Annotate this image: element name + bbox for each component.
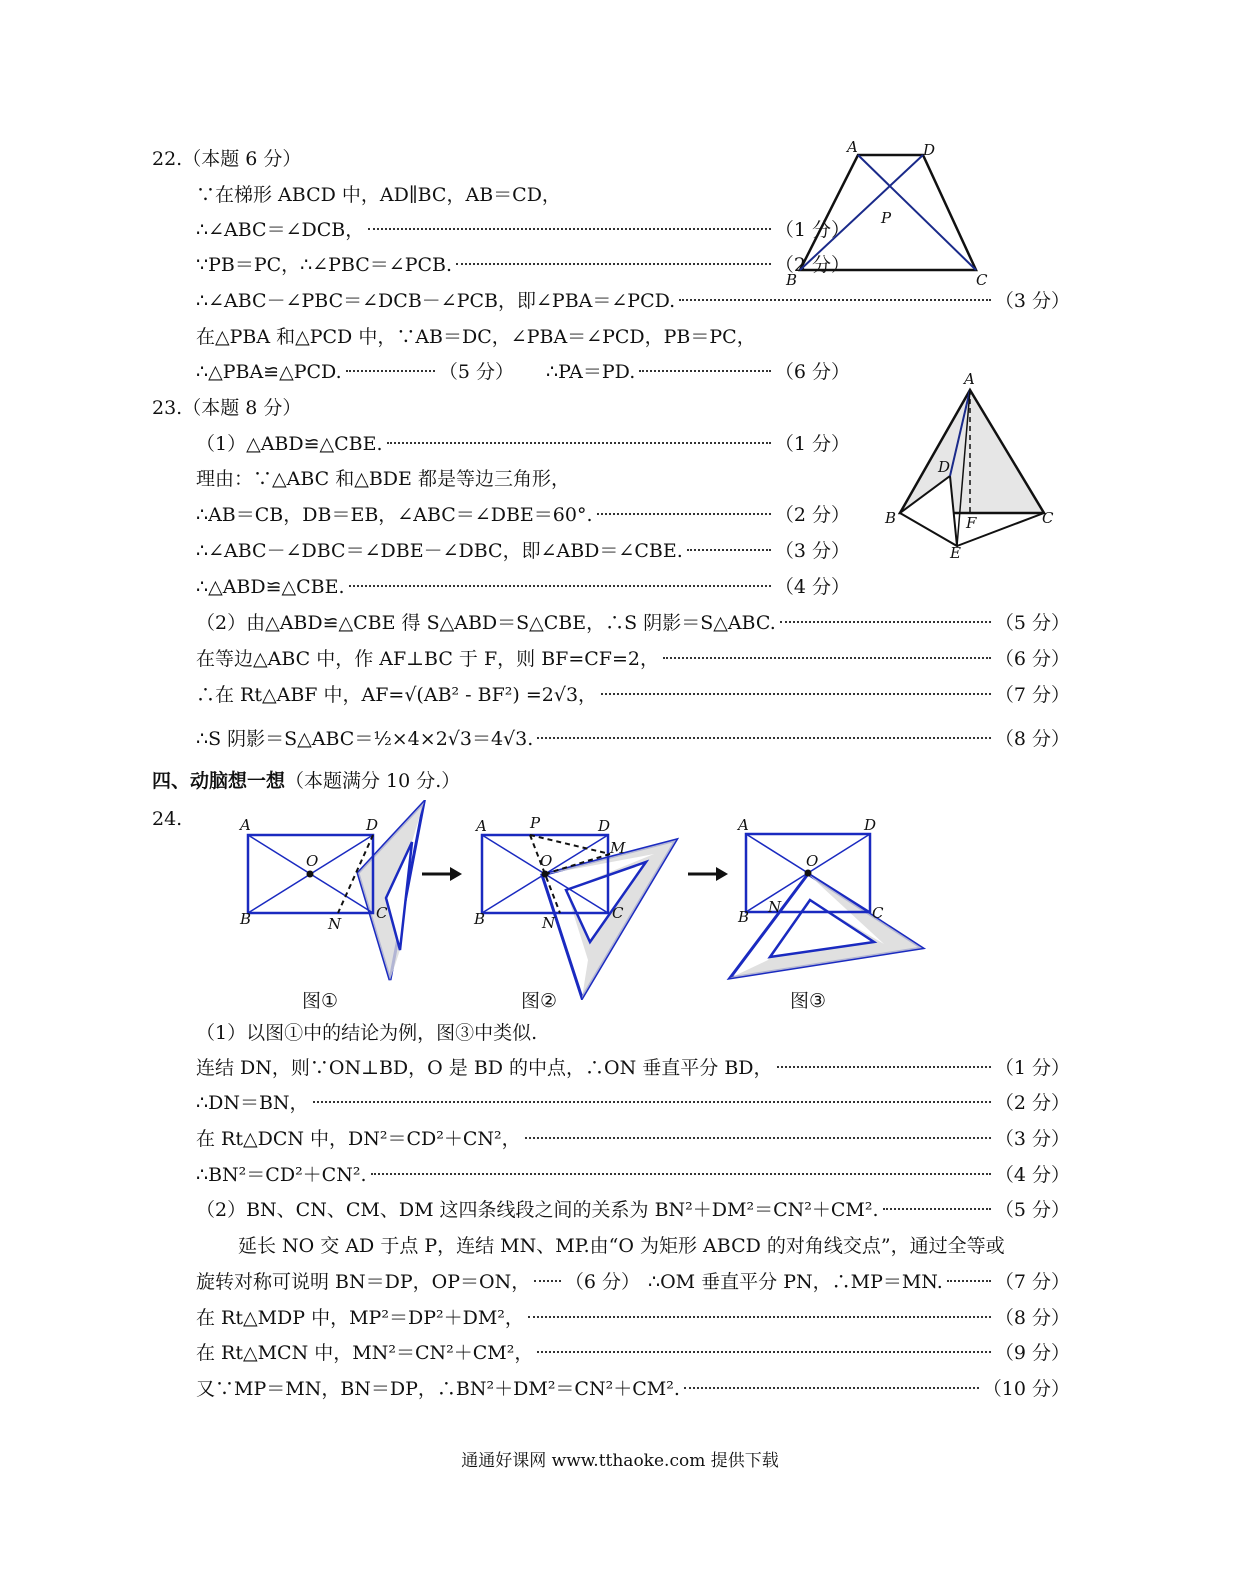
p23-line-7 xyxy=(196,646,1070,672)
fig22-label-d: D xyxy=(923,141,936,159)
fig23-label-f: F xyxy=(966,514,977,532)
p24-line-11-text: 又∵MP＝MN，BN＝DP，∴BN²＋DM²＝CN²＋CM². xyxy=(196,1378,680,1400)
fig23-label-c: C xyxy=(1042,509,1054,527)
p24-line-6 xyxy=(196,1197,1070,1223)
p23-line-6-text: （2）由△ABD≌△CBE 得 S△ABD＝S△CBE，∴S 阴影＝S△ABC. xyxy=(196,612,776,634)
p24-line-3-text: ∴DN＝BN， xyxy=(196,1092,309,1114)
fig22-label-b: B xyxy=(786,271,798,289)
figure-1 xyxy=(232,800,442,985)
p23-line-1 xyxy=(196,431,850,457)
problem-22-number: 22.（本题 6 分） xyxy=(152,148,302,170)
p23-line-4-text: ∴∠ABC－∠DBC＝∠DBE－∠DBC，即∠ABD＝∠CBE. xyxy=(196,540,683,562)
p23-line-7-score: （6 分） xyxy=(994,648,1070,670)
p24-line-6-score: （5 分） xyxy=(994,1199,1070,1221)
p24-line-8b xyxy=(648,1269,1070,1295)
p24-line-5-text: ∴BN²＝CD²＋CN². xyxy=(196,1164,367,1186)
p23-line-3 xyxy=(196,502,850,528)
fig22-label-c: C xyxy=(976,271,988,289)
p22-line-6a-text: ∴△PBA≌△PCD. xyxy=(196,361,342,383)
arrow-right-icon-1 xyxy=(420,862,464,886)
fig2-label-p: P xyxy=(530,814,541,832)
p22-line-2-score: （1 分） xyxy=(774,219,850,241)
p23-line-4-score: （3 分） xyxy=(774,540,850,562)
p23-line-9-text: ∴S 阴影＝S△ABC＝½×4×2√3＝4√3. xyxy=(196,728,534,750)
p23-line-6 xyxy=(196,610,1070,636)
trapezoid-figure xyxy=(780,135,1010,295)
fig3-label-a: A xyxy=(738,816,749,834)
equilateral-triangle-figure xyxy=(880,368,1060,568)
problem-23-number: 23.（本题 8 分） xyxy=(152,397,302,419)
p22-line-6a xyxy=(196,359,514,385)
fig1-label-c: C xyxy=(376,904,388,922)
fig23-label-d: D xyxy=(938,458,951,476)
p23-line-5-text: ∴△ABD≌△CBE. xyxy=(196,576,345,598)
fig3-label-d: D xyxy=(864,816,877,834)
p23-line-3-text: ∴AB＝CB，DB＝EB，∠ABC＝∠DBE＝60°. xyxy=(196,504,593,526)
p22-line-2-text: ∴∠ABC＝∠DCB， xyxy=(196,219,365,241)
p22-line-2 xyxy=(196,217,850,243)
p24-line-4 xyxy=(196,1126,1070,1152)
figure-2 xyxy=(468,810,684,1000)
p24-line-4-score: （3 分） xyxy=(994,1128,1070,1150)
figure-3 xyxy=(724,812,934,987)
p24-line-10 xyxy=(196,1340,1070,1366)
fig2-label-b: B xyxy=(474,910,486,928)
fig2-label-o: O xyxy=(540,852,553,870)
p22-line-4-text: ∴∠ABC－∠PBC＝∠DCB－∠PCB，即∠PBA＝∠PCD. xyxy=(196,290,676,312)
fig2-label-c: C xyxy=(612,904,624,922)
p22-line-6b-text: ∴PA＝PD. xyxy=(546,361,636,383)
p23-line-5-score: （4 分） xyxy=(774,576,850,598)
p24-line-2-text: 连结 DN，则∵ON⊥BD，O 是 BD 的中点，∴ON 垂直平分 BD， xyxy=(196,1057,773,1079)
p23-line-3-score: （2 分） xyxy=(774,504,850,526)
p22-line-3-score: （2 分） xyxy=(774,254,850,276)
figure-1-caption: 图① xyxy=(302,990,339,1012)
fig23-label-a: A xyxy=(964,370,975,388)
p23-line-1-score: （1 分） xyxy=(774,433,850,455)
p23-line-8 xyxy=(196,682,1070,708)
fig3-label-n: N xyxy=(768,898,782,916)
p24-line-2 xyxy=(196,1055,1070,1081)
p24-line-11 xyxy=(196,1376,1070,1402)
p22-line-3-text: ∵PB＝PC，∴∠PBC＝∠PCB. xyxy=(196,254,453,276)
page-footer: 通通好课网 www.tthaoke.com 提供下载 xyxy=(461,1451,779,1471)
p24-line-8a-score: （6 分） xyxy=(564,1271,640,1293)
fig3-label-c: C xyxy=(872,904,884,922)
section-4-subtitle: （本题满分 10 分.） xyxy=(285,770,461,792)
p24-line-9-text: 在 Rt△MDP 中，MP²＝DP²＋DM²， xyxy=(196,1307,524,1329)
section-4-title: 四、动脑想一想 xyxy=(152,770,286,792)
fig3-label-o: O xyxy=(806,852,819,870)
fig22-label-a: A xyxy=(847,138,858,156)
problem-24-number: 24. xyxy=(152,808,183,830)
fig2-label-d: D xyxy=(598,817,611,835)
p24-line-8b-text: ∴OM 垂直平分 PN，∴MP＝MN. xyxy=(648,1271,943,1293)
fig1-label-o: O xyxy=(306,852,319,870)
p23-line-2: 理由：∵△ABC 和△BDE 都是等边三角形， xyxy=(196,468,570,490)
p22-line-6b-score: （6 分） xyxy=(774,361,850,383)
p24-line-5 xyxy=(196,1162,1070,1188)
fig1-label-n: N xyxy=(328,915,342,933)
p24-line-11-score: （10 分） xyxy=(982,1378,1070,1400)
fig22-label-p: P xyxy=(881,209,892,227)
fig1-label-d: D xyxy=(366,816,379,834)
p23-line-4 xyxy=(196,538,850,564)
p22-line-6a-score: （5 分） xyxy=(438,361,514,383)
p24-line-10-text: 在 Rt△MCN 中，MN²＝CN²＋CM²， xyxy=(196,1342,534,1364)
p23-line-9 xyxy=(196,726,1070,752)
p24-line-9-score: （8 分） xyxy=(994,1307,1070,1329)
fig3-label-b: B xyxy=(738,908,750,926)
fig2-label-a: A xyxy=(476,817,487,835)
p23-line-8-score: （7 分） xyxy=(994,684,1070,706)
p22-line-6b xyxy=(546,359,850,385)
p23-line-5 xyxy=(196,574,850,600)
p24-line-7: 延长 NO 交 AD 于点 P，连结 MN、MP.由“O 为矩形 ABCD 的对角线交点”，通过全等或 xyxy=(238,1235,1005,1257)
figure-3-caption: 图③ xyxy=(790,990,827,1012)
section-4-heading xyxy=(152,768,460,794)
p24-line-10-score: （9 分） xyxy=(994,1342,1070,1364)
fig23-label-b: B xyxy=(885,509,897,527)
p24-line-1: （1）以图①中的结论为例，图③中类似. xyxy=(196,1022,538,1044)
p24-line-5-score: （4 分） xyxy=(994,1164,1070,1186)
p24-line-8b-score: （7 分） xyxy=(994,1271,1070,1293)
p23-line-9-score: （8 分） xyxy=(994,728,1070,750)
p23-line-6-score: （5 分） xyxy=(994,612,1070,634)
fig2-label-m: M xyxy=(610,839,626,857)
p24-line-3 xyxy=(196,1090,1070,1116)
p24-line-8a xyxy=(196,1269,640,1295)
p22-line-3 xyxy=(196,252,850,278)
p24-line-2-score: （1 分） xyxy=(994,1057,1070,1079)
fig2-label-n: N xyxy=(542,914,556,932)
p24-line-9 xyxy=(196,1305,1070,1331)
p22-line-4-score: （3 分） xyxy=(994,290,1070,312)
fig1-label-a: A xyxy=(240,816,251,834)
fig1-label-b: B xyxy=(240,910,252,928)
p24-line-4-text: 在 Rt△DCN 中，DN²＝CD²＋CN²， xyxy=(196,1128,521,1150)
p24-line-6-text: （2）BN、CN、CM、DM 这四条线段之间的关系为 BN²＋DM²＝CN²＋CM². xyxy=(196,1199,879,1221)
figure-2-caption: 图② xyxy=(521,990,558,1012)
p22-line-5: 在△PBA 和△PCD 中，∵AB＝DC，∠PBA＝∠PCD，PB＝PC， xyxy=(196,326,756,348)
p23-line-8-text: ∴在 Rt△ABF 中，AF=√(AB² - BF²) =2√3， xyxy=(196,684,598,706)
p24-line-8a-text: 旋转对称可说明 BN＝DP，OP＝ON， xyxy=(196,1271,531,1293)
p22-line-1: ∵在梯形 ABCD 中，AD∥BC，AB＝CD， xyxy=(196,184,561,206)
p23-line-1-text: （1）△ABD≌△CBE. xyxy=(196,433,383,455)
p23-line-7-text: 在等边△ABC 中，作 AF⊥BC 于 F，则 BF=CF=2， xyxy=(196,648,659,670)
fig23-label-e: E xyxy=(950,544,961,562)
p24-line-3-score: （2 分） xyxy=(994,1092,1070,1114)
